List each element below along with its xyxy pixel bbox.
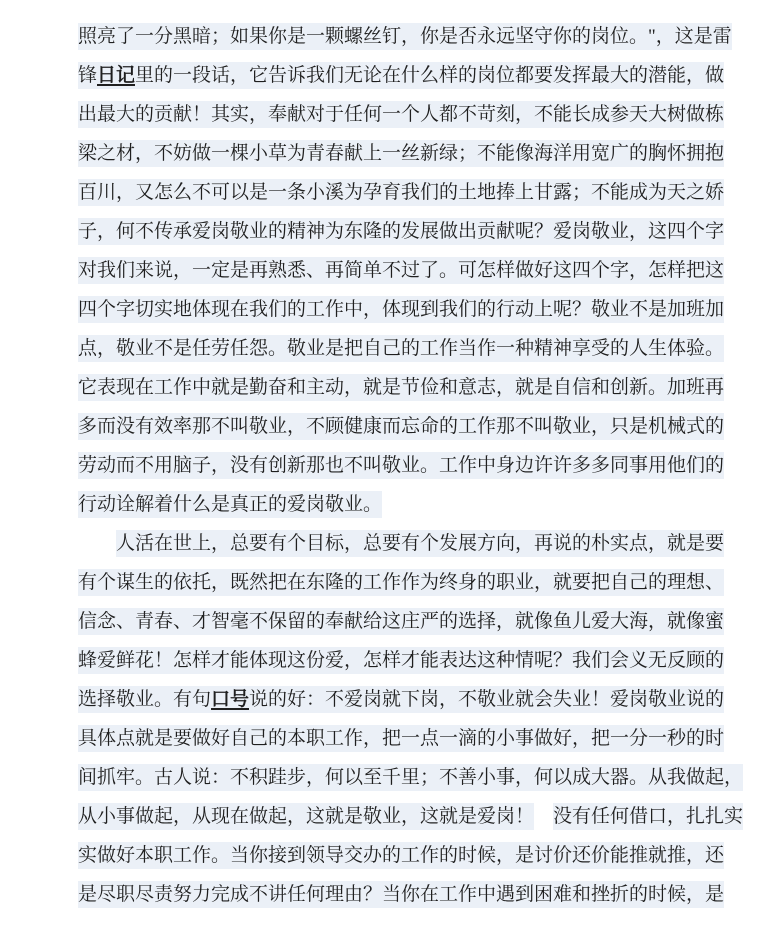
text-line <box>78 446 725 485</box>
text-line <box>78 212 725 251</box>
highlighted-text-run: 是尽职尽责努力完成不讲任何理由？当你在工作中遇到困难和挫折的时候，是 <box>78 881 724 908</box>
text-line <box>78 875 725 914</box>
text-line <box>78 485 718 524</box>
text-line <box>78 602 725 641</box>
text-line <box>78 251 725 290</box>
highlighted-text-run: 选择敬业。有句 <box>78 686 211 713</box>
highlighted-text-run: 出最大的贡献！其实，奉献对于任何一个人都不苛刻，不能长成参天大树做栋 <box>78 101 724 128</box>
text-line <box>78 680 725 719</box>
highlighted-text-run: 说的好：不爱岗就下岗，不敬业就会失业！爱岗敬业说的 <box>249 686 724 713</box>
text-run <box>534 806 553 827</box>
text-line <box>78 836 725 875</box>
underlined-term: 口号 <box>211 686 249 713</box>
text-line <box>78 563 725 602</box>
highlighted-text-run: 里的一段话，它告诉我们无论在什么样的岗位都要发挥最大的潜能，做 <box>135 62 724 89</box>
highlighted-text-run: 信念、青春、才智毫不保留的奉献给这庄严的选择，就像鱼儿爱大海，就像蜜 <box>78 608 724 635</box>
text-line <box>78 758 744 797</box>
text-line <box>78 17 732 56</box>
text-line <box>78 524 725 563</box>
text-line <box>78 56 725 95</box>
highlighted-text-run: 间抓牢。古人说：不积跬步，何以至千里；不善小事，何以成大器。从我做起， <box>78 764 743 791</box>
highlighted-text-run: 具体点就是要做好自己的本职工作，把一点一滴的小事做好，把一分一秒的时 <box>78 725 724 752</box>
highlighted-text-run: 锋 <box>78 62 97 89</box>
highlighted-text-run: 它表现在工作中就是勤奋和主动，就是节俭和意志，就是自信和创新。加班再 <box>78 374 724 401</box>
text-line <box>78 719 725 758</box>
highlighted-text-run: 蜂爱鲜花！怎样才能体现这份爱，怎样才能表达这种情呢？我们会义无反顾的 <box>78 647 724 674</box>
highlighted-text-run: 实做好本职工作。当你接到领导交办的工作的时候，是讨价还价能推就推，还 <box>78 842 724 869</box>
highlighted-text-run: 行动诠解着什么是真正的爱岗敬业。 <box>78 491 382 518</box>
text-line <box>78 329 725 368</box>
highlighted-text-run: 从小事做起，从现在做起，这就是敬业，这就是爱岗！ <box>78 803 534 830</box>
highlighted-text-run: 多而没有效率那不叫敬业，不顾健康而忘命的工作那不叫敬业，只是机械式的 <box>78 413 724 440</box>
highlighted-text-run: 没有任何借口，扎扎实 <box>553 803 743 830</box>
highlighted-text-run: 对我们来说，一定是再熟悉、再简单不过了。可怎样做好这四个字，怎样把这 <box>78 257 724 284</box>
highlighted-text-run: 梁之材，不妨做一棵小草为青春献上一丝新绿；不能像海洋用宽广的胸怀拥抱 <box>78 140 724 167</box>
highlighted-text-run: 百川，又怎么不可以是一条小溪为孕育我们的土地捧上甘露；不能成为天之娇 <box>78 179 724 206</box>
text-line <box>78 797 744 836</box>
highlighted-text-run: 照亮了一分黑暗；如果你是一颗螺丝钉，你是否永远坚守你的岗位。"，这是雷 <box>78 23 732 50</box>
highlighted-text-run: 点，敬业不是任劳任怨。敬业是把自己的工作当作一种精神享受的人生体验。 <box>78 335 724 362</box>
text-line <box>78 290 725 329</box>
underlined-term: 日记 <box>97 62 135 89</box>
highlighted-text-run: 子，何不传承爱岗敬业的精神为东隆的发展做出贡献呢？爱岗敬业，这四个字 <box>78 218 724 245</box>
highlighted-text-run: 人活在世上，总要有个目标，总要有个发展方向，再说的朴实点，就是要 <box>116 530 724 557</box>
text-line <box>78 173 725 212</box>
text-line <box>78 134 725 173</box>
highlighted-text-run: 劳动而不用脑子，没有创新那也不叫敬业。工作中身边许许多多同事用他们的 <box>78 452 724 479</box>
text-line <box>78 641 725 680</box>
text-line <box>78 407 725 446</box>
text-line <box>78 95 725 134</box>
highlighted-text-run: 四个字切实地体现在我们的工作中，体现到我们的行动上呢？敬业不是加班加 <box>78 296 724 323</box>
highlighted-text-run: 有个谋生的依托，既然把在东隆的工作作为终身的职业，就要把自己的理想、 <box>78 569 724 596</box>
text-line <box>78 368 725 407</box>
